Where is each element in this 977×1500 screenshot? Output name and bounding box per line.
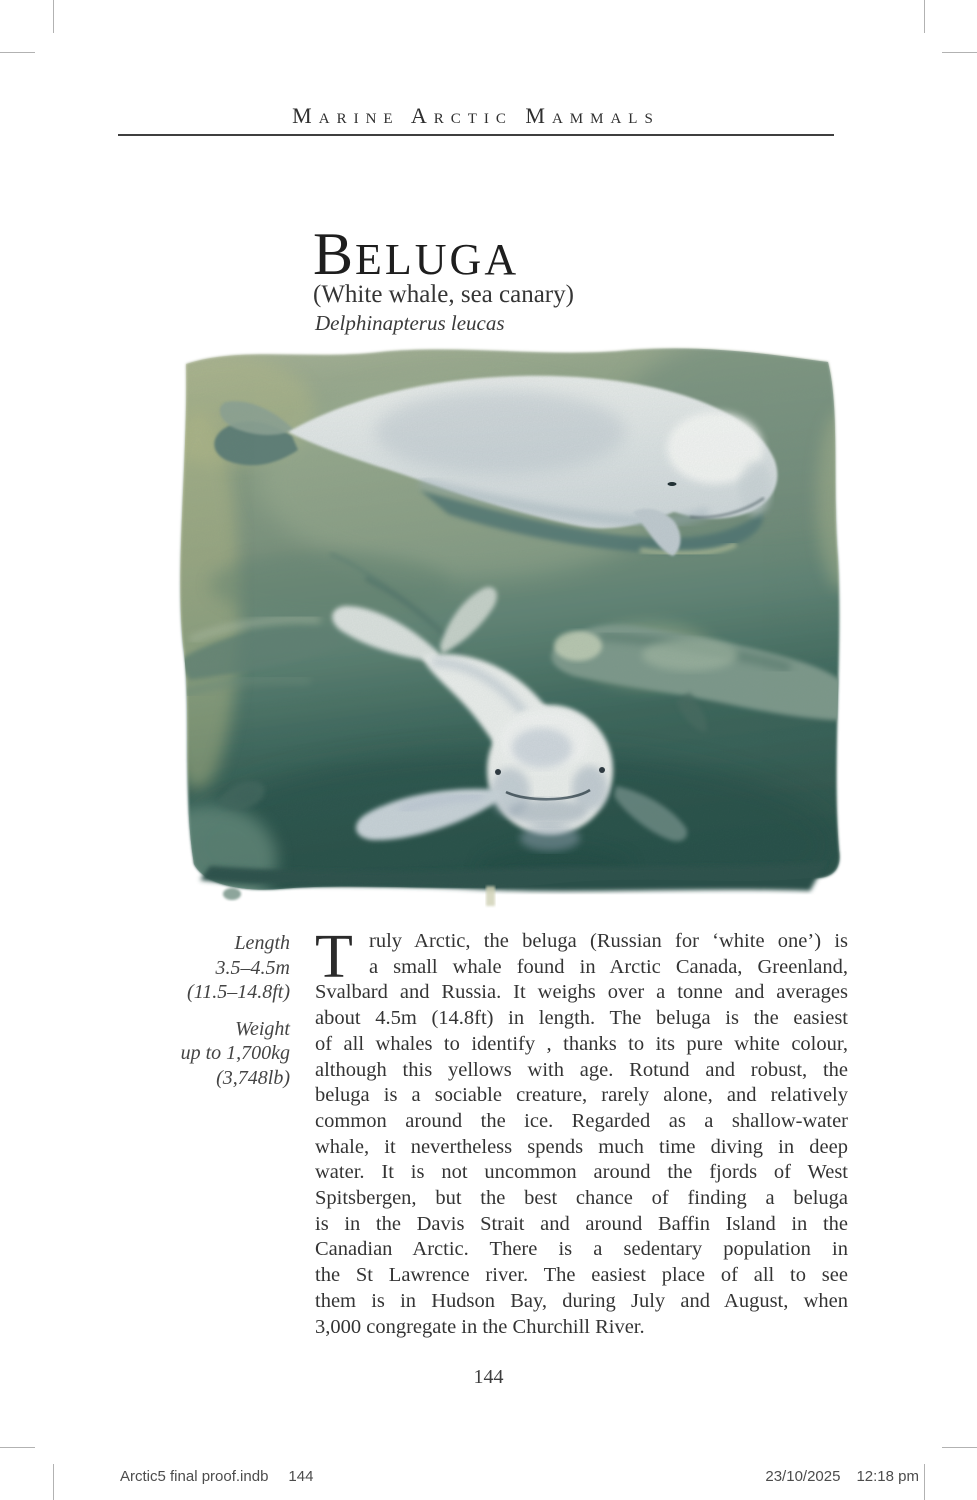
page-title [313, 220, 519, 289]
title-subtitle: (White whale, sea canary) [313, 281, 574, 308]
crop-mark [924, 0, 925, 33]
body-line: beluga is a sociable creature, rarely alone, and relatively [315, 1084, 848, 1107]
crop-mark [924, 1464, 925, 1500]
length-label: Length [234, 932, 290, 954]
length-imperial: (11.5–14.8ft) [187, 981, 290, 1003]
paper-grain-texture [170, 340, 857, 908]
scientific-name: Delphinapterus leucas [315, 311, 505, 335]
body-line: although this yellows with age. Rotund and robust, the [315, 1058, 848, 1081]
body-line: them is in Hudson Bay, during July and August, when [315, 1289, 848, 1312]
crop-mark [53, 1464, 54, 1500]
body-line: Spitsbergen, but the best chance of finding a beluga [315, 1187, 848, 1210]
crop-mark [0, 1447, 35, 1448]
stats-sidebar [130, 931, 290, 1090]
drop-cap: T [315, 923, 353, 991]
body-line: Svalbard and Russia. It weighs over a tonne and averages [315, 981, 848, 1004]
body-line: is in the Davis Strait and around Baffin Island in the [315, 1212, 848, 1235]
weight-label: Weight [235, 1017, 290, 1040]
length-metric: 3.5–4.5m [215, 956, 290, 979]
body-line: common around the ice. Regarded as a shallow-water [315, 1109, 848, 1132]
proof-slug-right [765, 1468, 919, 1485]
weight-imperial: (3,748lb) [216, 1066, 290, 1089]
beluga-watercolor-illustration [170, 340, 857, 908]
proof-date: 23/10/2025 [765, 1468, 841, 1485]
crop-mark [942, 1447, 977, 1448]
crop-mark [53, 0, 54, 33]
title-rest: ELUGA [355, 235, 520, 284]
body-line: of all whales to identify , thanks to its pure white colour, [315, 1032, 848, 1055]
title-initial: B [313, 221, 356, 287]
header-rule [118, 134, 834, 136]
body-line: ruly Arctic, the beluga (Russian for ‘white one’) is [369, 930, 848, 952]
body-line: the St Lawrence river. The easiest place of all to see [315, 1264, 848, 1287]
body-line: whale, it nevertheless spends much time diving in deep [315, 1135, 848, 1158]
body-line: a small whale found in Arctic Canada, Greenland, [369, 955, 848, 978]
body-text [315, 923, 848, 1340]
beluga-watercolor-svg [170, 340, 857, 908]
page-number: 144 [473, 1366, 504, 1388]
proof-slug-left [120, 1468, 313, 1485]
body-line: 3,000 congregate in the Churchill River. [315, 1315, 645, 1338]
crop-mark [0, 52, 35, 53]
crop-mark [942, 52, 977, 53]
body-line: about 4.5m (14.8ft) in length. The beluga is the easiest [315, 1007, 848, 1030]
proof-file-name: Arctic5 final proof.indb [120, 1468, 269, 1485]
proof-time: 12:18 pm [856, 1468, 919, 1485]
body-line: Canadian Arctic. There is a sedentary population in [315, 1238, 848, 1261]
weight-metric: up to 1,700kg [180, 1042, 290, 1064]
running-head: Marine Arctic Mammals [292, 103, 660, 128]
body-line: water. It is not uncommon around the fjords of West [315, 1161, 848, 1184]
proof-page-number: 144 [288, 1468, 314, 1485]
